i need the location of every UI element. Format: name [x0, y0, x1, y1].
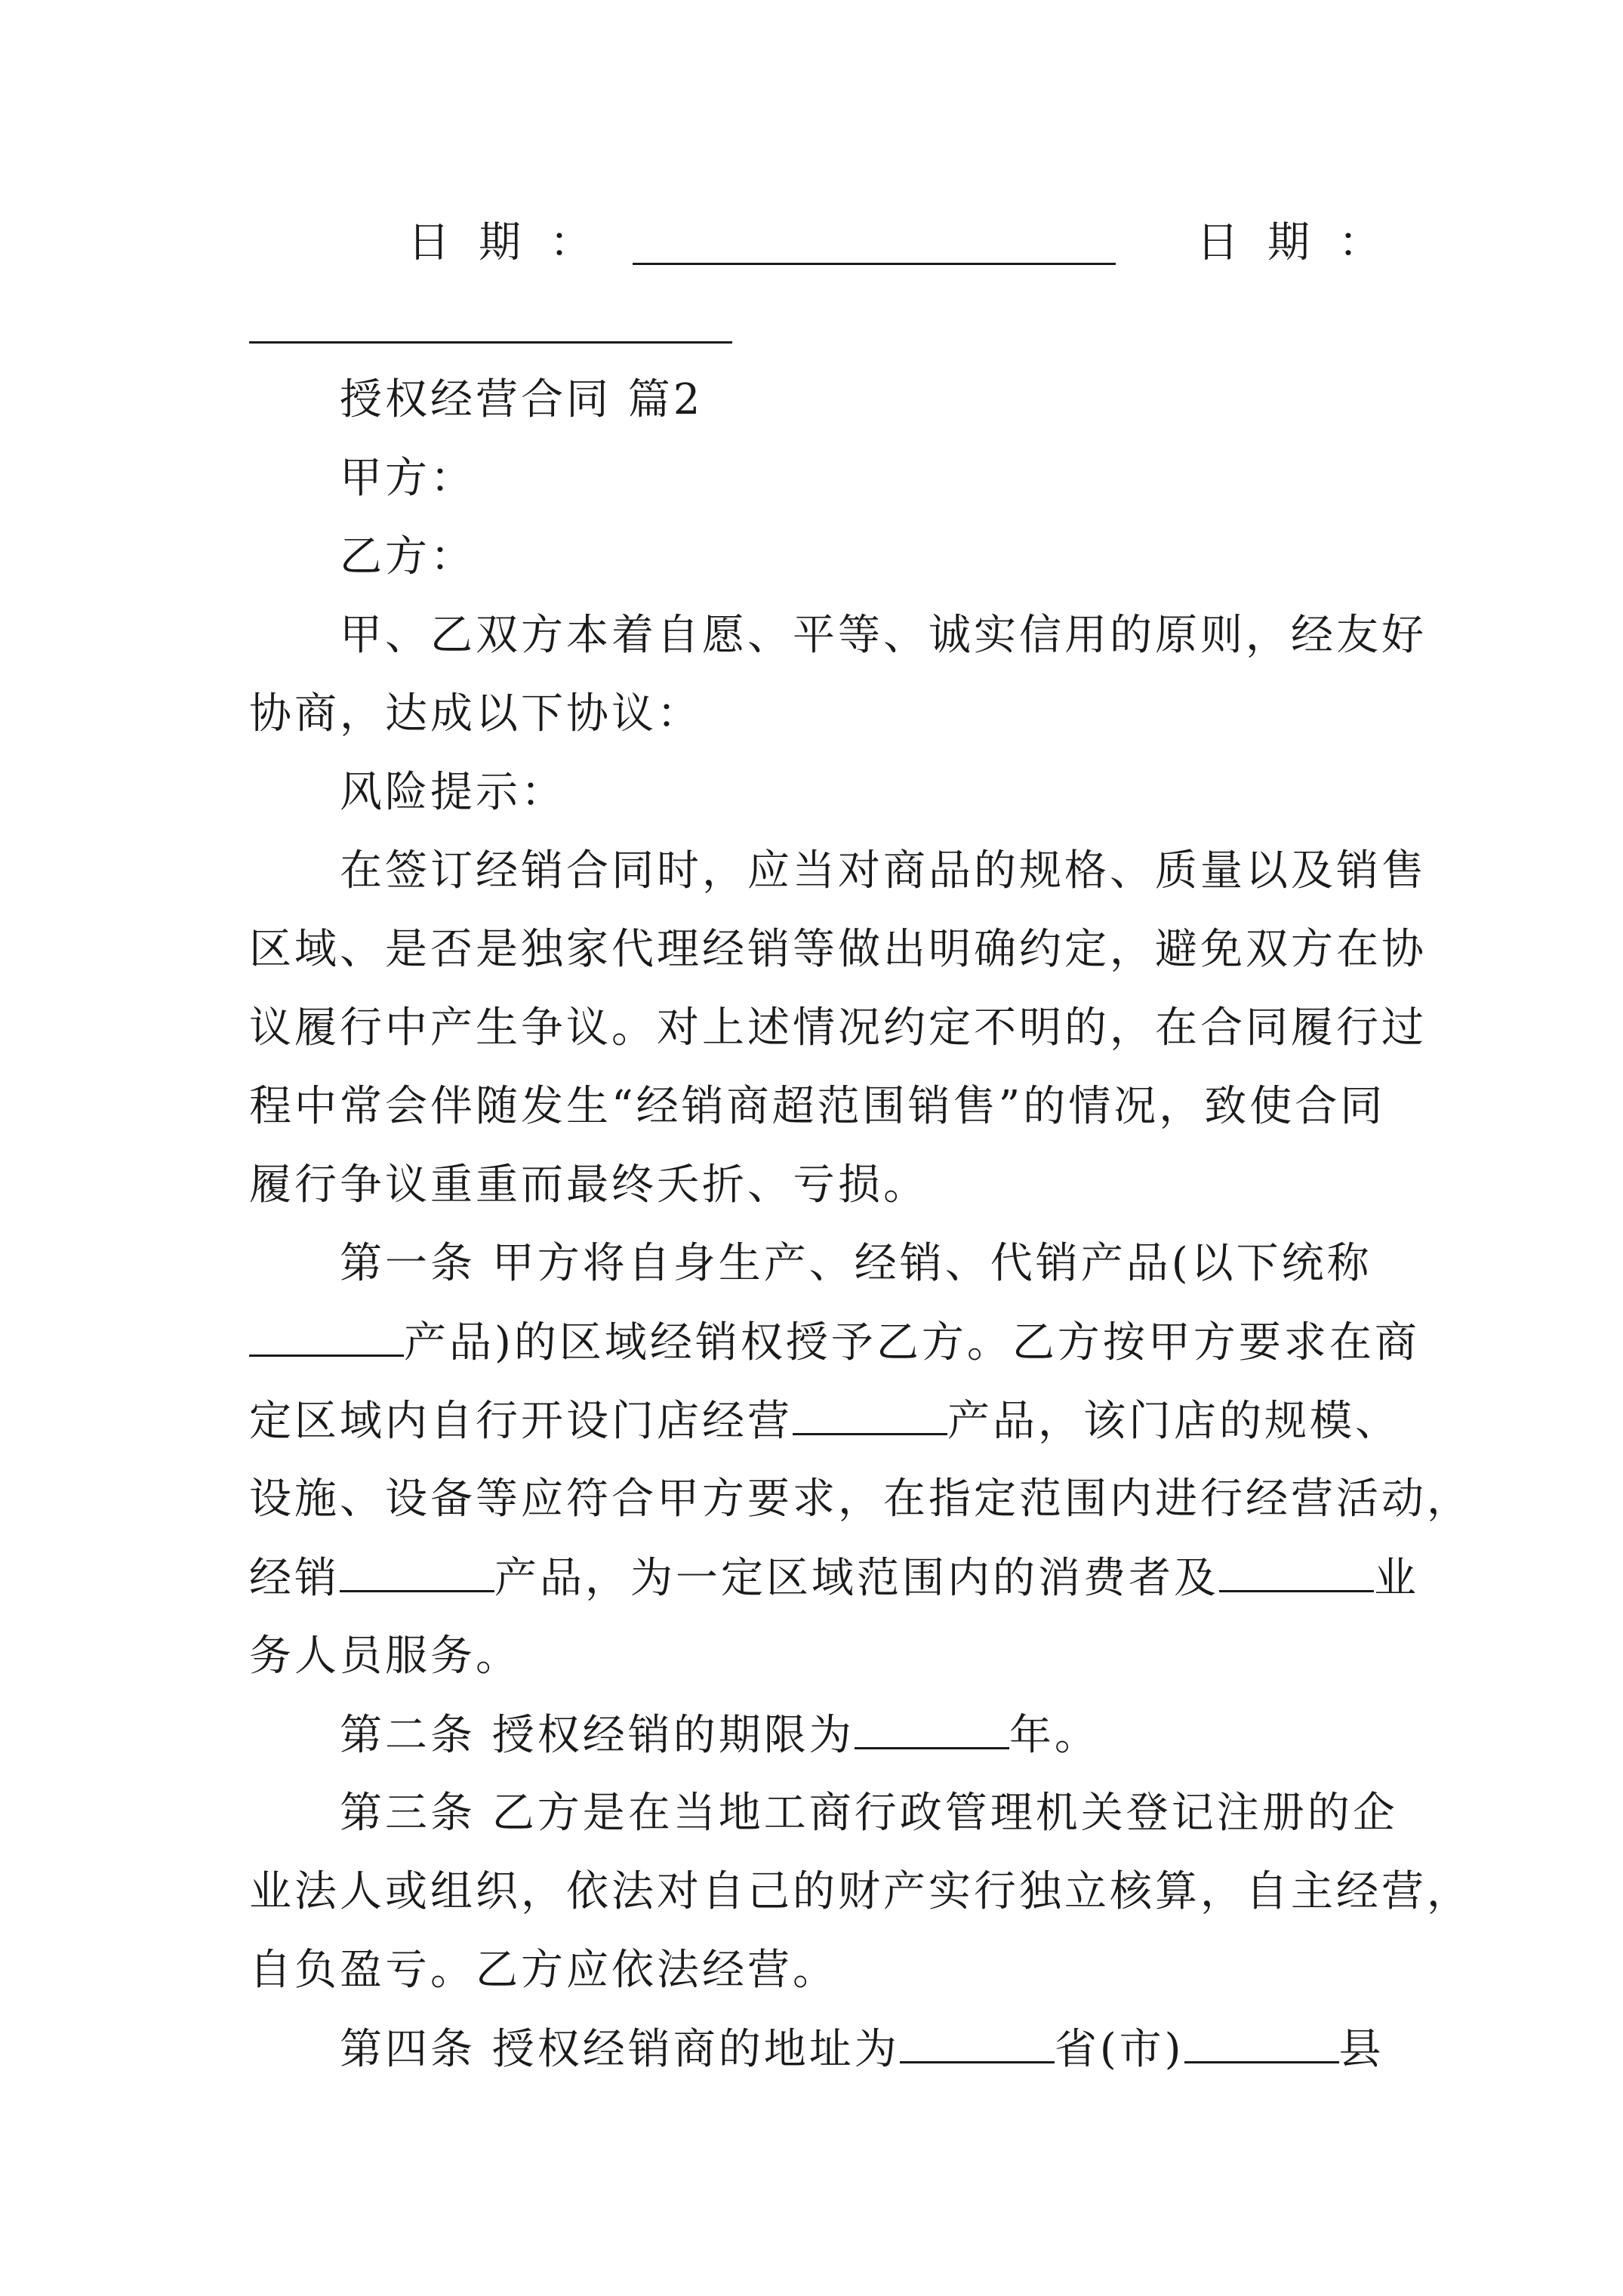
article3-line-2: 业法人或组织，依法对自己的财产实行独立核算，自主经营，	[249, 1867, 1472, 1916]
risk-line-2: 区域、是否是独家代理经销等做出明确约定，避免双方在协	[249, 925, 1427, 974]
date-label-1: 日期：	[408, 218, 621, 267]
article1-line-4: 设施、设备等应符合甲方要求，在指定范围内进行经营活动，	[249, 1475, 1472, 1524]
fill-blank	[340, 1551, 494, 1592]
article3-line-3: 自负盈亏。乙方应依法经营。	[249, 1946, 838, 1995]
article1-line-2: 产品)的区域经销权授予乙方。乙方按甲方要求在商	[249, 1315, 1420, 1370]
date-blank-2	[249, 341, 732, 344]
risk-line-1: 在签订经销合同时，应当对商品的规格、质量以及销售	[340, 846, 1427, 895]
fill-blank	[249, 1315, 404, 1357]
risk-line-5: 履行争议重重而最终夭折、亏损。	[249, 1160, 929, 1210]
fill-blank	[1184, 2022, 1339, 2063]
intro-line-2: 协商，达成以下协议：	[249, 689, 702, 738]
article2-line: 第二条 授权经销的期限为 年。	[340, 1708, 1100, 1762]
risk-label: 风险提示：	[340, 768, 566, 817]
date-label-2: 日期：	[1196, 218, 1409, 267]
article4-line: 第四条 授权经销商的地址为 省(市) 县	[340, 2022, 1384, 2076]
risk-line-3: 议履行中产生争议。对上述情况约定不明的，在合同履行过	[249, 1003, 1427, 1052]
article1-line-3: 定区域内自行开设门店经营 产品，该门店的规模、	[249, 1394, 1400, 1448]
party-b-label: 乙方：	[340, 532, 476, 581]
fill-blank	[1219, 1551, 1374, 1592]
party-a-label: 甲方：	[340, 454, 476, 503]
intro-line-1: 甲、乙双方本着自愿、平等、诚实信用的原则，经友好	[340, 611, 1427, 660]
fill-blank	[855, 1708, 1009, 1749]
fill-blank	[900, 2022, 1055, 2063]
fill-blank	[793, 1394, 947, 1435]
contract-title: 授权经营合同 篇2	[340, 375, 704, 424]
article3-line-1: 第三条 乙方是在当地工商行政管理机关登记注册的企	[340, 1789, 1398, 1838]
article1-line-5: 经销 产品，为一定区域范围内的消费者及 业	[249, 1551, 1419, 1605]
article1-line-1: 第一条 甲方将自身生产、经销、代销产品(以下统称	[340, 1239, 1372, 1288]
date-blank-1	[633, 263, 1116, 265]
article1-line-6: 务人员服务。	[249, 1632, 521, 1681]
risk-line-4: 程中常会伴随发生“经销商超范围销售”的情况，致使合同	[249, 1082, 1386, 1131]
